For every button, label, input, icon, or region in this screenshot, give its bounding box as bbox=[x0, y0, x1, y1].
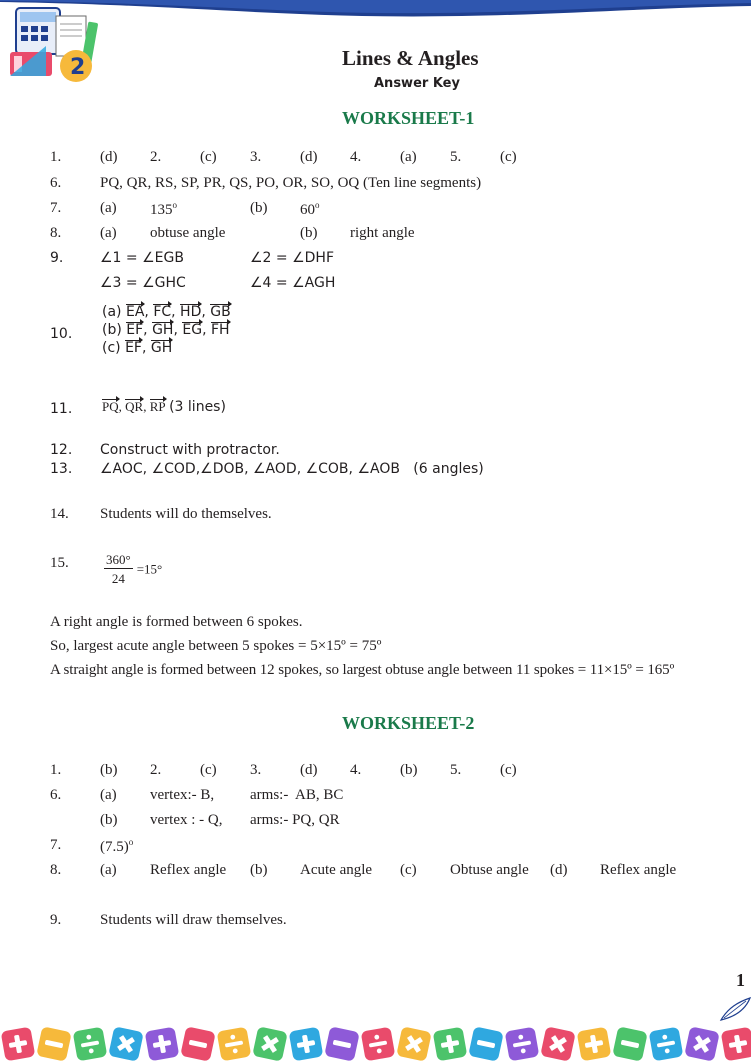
ws2-q4-answer: (b) bbox=[400, 762, 418, 778]
ws1-q8-b-label: (b) bbox=[300, 225, 318, 241]
ws1-q12-answer: Construct with protractor. bbox=[100, 442, 280, 458]
ws1-q6-answer: PQ, QR, RS, SP, PR, QS, PO, OR, SO, OQ (Ten line segments) bbox=[100, 175, 482, 191]
ws1-q6-number: 6. bbox=[50, 175, 62, 191]
worksheet-1-heading: WORKSHEET-1 bbox=[342, 108, 475, 128]
ws2-q9-answer: Students will draw themselves. bbox=[100, 912, 287, 928]
ws1-q10-c: (c) EF, GH bbox=[102, 340, 173, 356]
ws1-q7-b-value: 60$^o$ bbox=[300, 200, 320, 218]
page-subtitle: Answer Key bbox=[374, 76, 460, 91]
ws1-q7-a-label: (a) bbox=[100, 200, 117, 216]
ws1-q10-b: (b) EF, GH, EG, FH bbox=[102, 322, 230, 338]
ws2-q6-a-arms: arms:- AB, BC bbox=[250, 787, 344, 803]
page-number: 1 bbox=[736, 970, 745, 990]
ws1-q9-angle-4: ∠4 = ∠AGH bbox=[250, 275, 336, 291]
ws1-q8-number: 8. bbox=[50, 225, 62, 241]
ws2-q5-answer: (c) bbox=[500, 762, 517, 778]
ws1-q14-number: 14. bbox=[50, 506, 69, 522]
ws2-q7-answer: $(7.5)^o$ bbox=[100, 837, 134, 855]
ws2-q8-number: 8. bbox=[50, 862, 62, 878]
ws2-q1-answer: (b) bbox=[100, 762, 118, 778]
ws2-q6-b-vertex: vertex : - Q, bbox=[150, 812, 223, 828]
ws1-q10-a: (a) EA, FC, HD, GB bbox=[102, 304, 231, 320]
ws1-paragraph-1: A right angle is formed between 6 spokes. bbox=[50, 614, 303, 630]
ws1-q4-number: 4. bbox=[350, 149, 362, 165]
ws2-q1-number: 1. bbox=[50, 762, 62, 778]
ws2-q8-d-value: Reflex angle bbox=[600, 862, 677, 878]
ws1-q9-angle-3: ∠3 = ∠GHC bbox=[100, 275, 186, 291]
ws1-q9-angle-1: ∠1 = ∠EGB bbox=[100, 250, 184, 266]
ws2-q2-answer: (c) bbox=[200, 762, 217, 778]
ws2-q6-b-arms: arms:- PQ, QR bbox=[250, 812, 340, 828]
ws2-q8-c-label: (c) bbox=[400, 862, 417, 878]
ws1-q2-number: 2. bbox=[150, 149, 162, 165]
ws2-q6-a-label: (a) bbox=[100, 787, 117, 803]
ws1-q8-b-value: right angle bbox=[350, 225, 415, 241]
ws1-q14-answer: Students will do themselves. bbox=[100, 506, 272, 522]
ws1-q12-number: 12. bbox=[50, 442, 73, 458]
ws2-q3-number: 3. bbox=[250, 762, 262, 778]
ws2-q6-number: 6. bbox=[50, 787, 62, 803]
ws1-q13-answer: ∠AOC, ∠COD,∠DOB, ∠AOD, ∠COB, ∠AOB (6 angles) bbox=[100, 461, 484, 477]
ws2-q5-number: 5. bbox=[450, 762, 462, 778]
ws1-paragraph-3: A straight angle is formed between 12 spokes, so largest obtuse angle between 11 spokes = 11×15º = 165º bbox=[50, 662, 675, 678]
ws1-q11-answer: PQ, QR, RP (3 lines) bbox=[102, 399, 226, 415]
ws1-q7-a-value: 135$^o$ bbox=[150, 200, 177, 218]
ws2-q3-answer: (d) bbox=[300, 762, 318, 778]
ws1-q4-answer: (a) bbox=[400, 149, 417, 165]
ws1-q11-number: 11. bbox=[50, 401, 73, 417]
ws2-q9-number: 9. bbox=[50, 912, 62, 928]
leaf-icon bbox=[718, 996, 751, 1022]
ws2-q8-a-value: Reflex angle bbox=[150, 862, 227, 878]
ws1-q8-a-label: (a) bbox=[100, 225, 117, 241]
ws1-q7-number: 7. bbox=[50, 200, 62, 216]
ws2-q8-c-value: Obtuse angle bbox=[450, 862, 529, 878]
ws1-q15-answer: $\frac{360^\circ}{24}$ =15° bbox=[106, 552, 163, 586]
ws2-q8-d-label: (d) bbox=[550, 862, 568, 878]
ws2-q6-b-label: (b) bbox=[100, 812, 118, 828]
ws2-q6-a-vertex: vertex:- B, bbox=[150, 787, 215, 803]
worksheet-2-heading: WORKSHEET-2 bbox=[342, 713, 475, 733]
ws2-q2-number: 2. bbox=[150, 762, 162, 778]
ws1-q1-answer: (d) bbox=[100, 149, 118, 165]
ws2-q8-b-value: Acute angle bbox=[300, 862, 373, 878]
ws1-q7-b-label: (b) bbox=[250, 200, 268, 216]
ws1-q9-angle-2: ∠2 = ∠DHF bbox=[250, 250, 334, 266]
ws2-q4-number: 4. bbox=[350, 762, 362, 778]
footer-math-symbols bbox=[0, 1020, 751, 1062]
ws1-q5-number: 5. bbox=[450, 149, 462, 165]
ws1-q10-number: 10. bbox=[50, 326, 73, 342]
ws1-q1-number: 1. bbox=[50, 149, 62, 165]
ws2-q8-a-label: (a) bbox=[100, 862, 117, 878]
ws1-q5-answer: (c) bbox=[500, 149, 517, 165]
ws1-q3-number: 3. bbox=[250, 149, 262, 165]
ws2-q7-number: 7. bbox=[50, 837, 62, 853]
ws1-q8-a-value: obtuse angle bbox=[150, 225, 226, 241]
badge-number: 2 bbox=[70, 55, 86, 80]
page-title: Lines & Angles bbox=[342, 46, 479, 70]
ws1-q15-number: 15. bbox=[50, 555, 69, 571]
ws2-q8-b-label: (b) bbox=[250, 862, 268, 878]
ws1-q3-answer: (d) bbox=[300, 149, 318, 165]
ws1-paragraph-2: So, largest acute angle between 5 spokes = 5×15º = 75º bbox=[50, 638, 382, 654]
top-banner bbox=[0, 0, 751, 40]
ws1-q2-answer: (c) bbox=[200, 149, 217, 165]
ws1-q9-number: 9. bbox=[50, 250, 64, 266]
ws1-q13-number: 13. bbox=[50, 461, 73, 477]
math-tools-illustration bbox=[6, 2, 110, 86]
